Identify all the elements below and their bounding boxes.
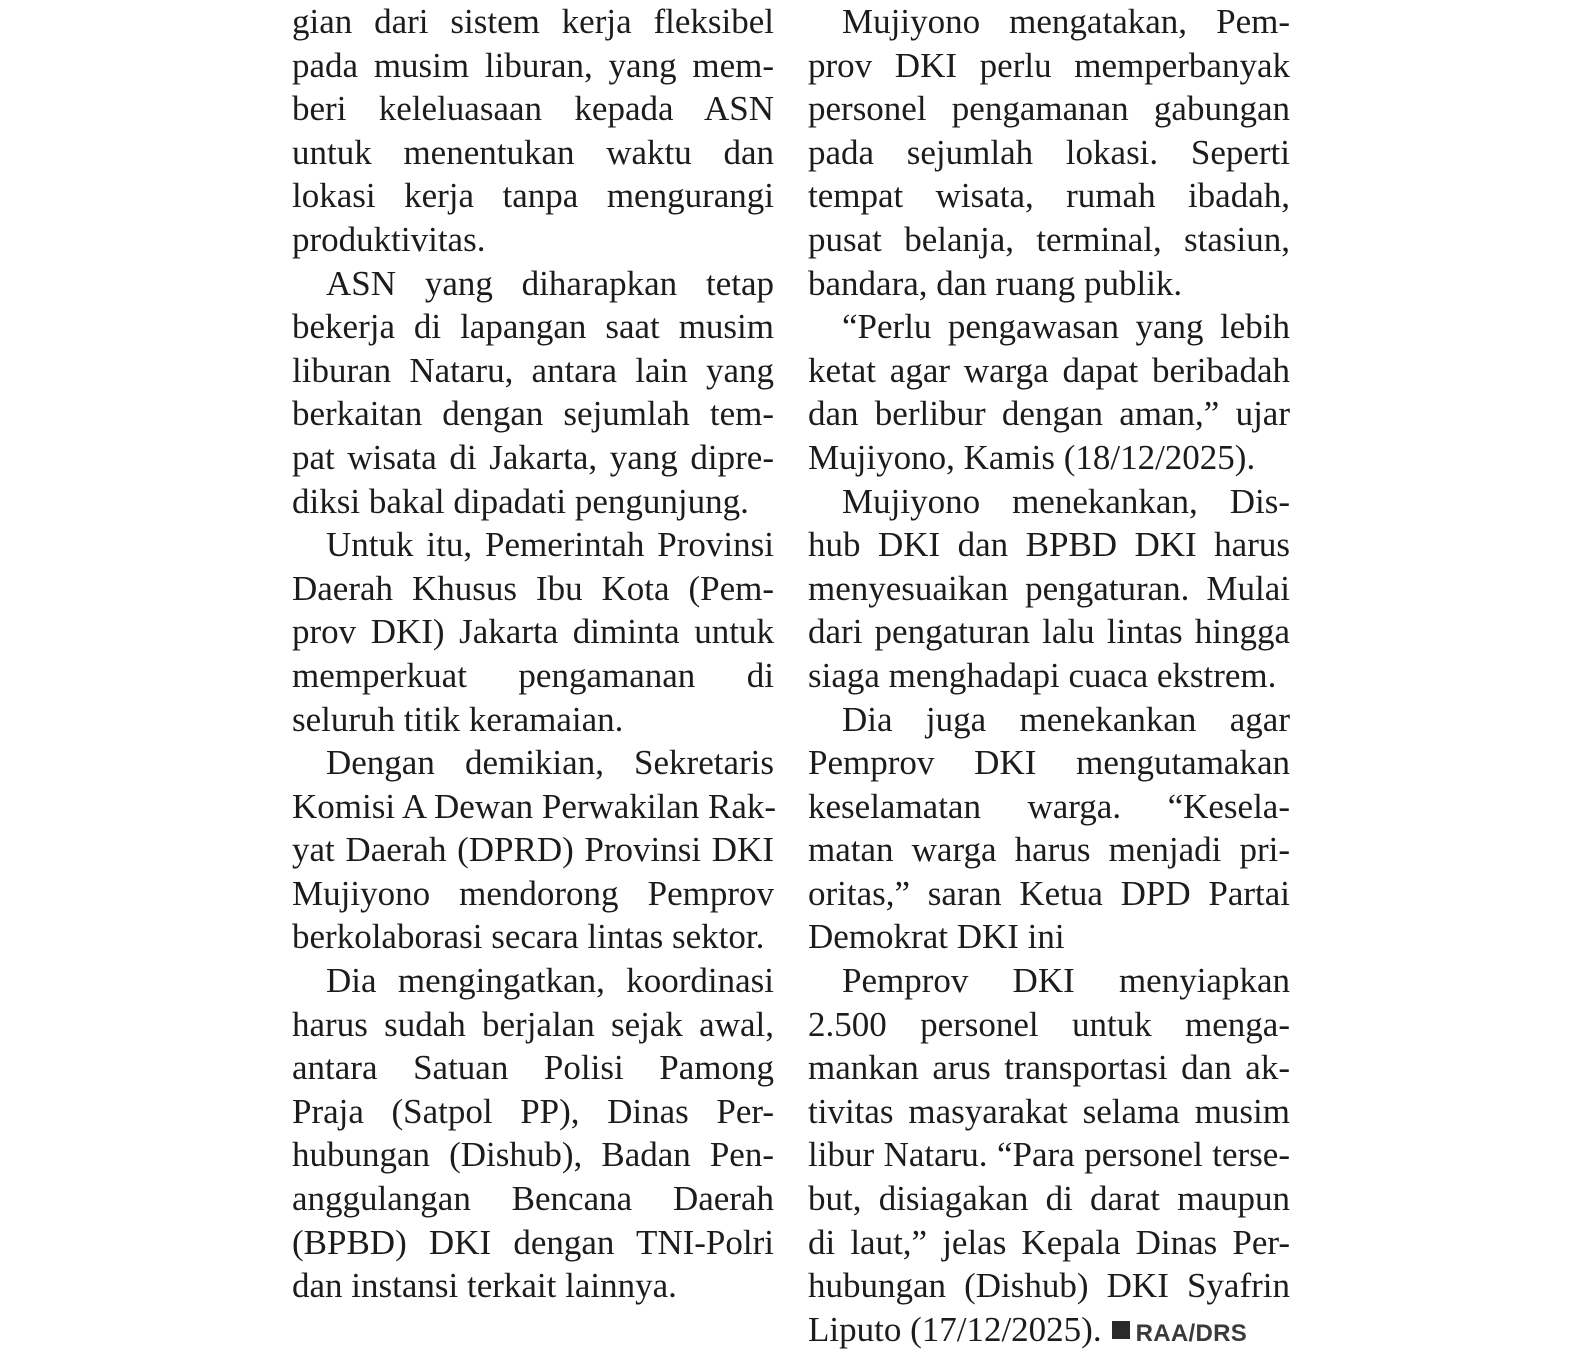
text-line: anggulangan Bencana Daerah — [292, 1179, 774, 1219]
text-line: menyesuaikan pengaturan. Mulai — [808, 568, 1290, 608]
text-line: “Perlu pengawasan yang lebih — [842, 307, 1290, 347]
closing-line — [808, 1308, 1290, 1352]
paragraph-left-2 — [292, 262, 774, 524]
text-line: beri keleluasaan kepada ASN — [292, 89, 774, 129]
paragraph-right-2 — [808, 305, 1290, 479]
text-line: Dengan demikian, Sekretaris — [326, 743, 774, 783]
text-line: produktivitas. — [292, 219, 486, 259]
text-line: (BPBD) DKI dengan TNI-Polri — [292, 1222, 774, 1262]
text-line: pusat belanja, terminal, stasiun, — [808, 219, 1290, 259]
text-line: hub DKI dan BPBD DKI harus — [808, 525, 1290, 565]
paragraph-right-4 — [808, 698, 1290, 960]
text-line: dan instansi terkait lainnya. — [292, 1266, 677, 1306]
text-line: libur Nataru. “Para personel terse- — [808, 1135, 1290, 1175]
text-line: di laut,” jelas Kepala Dinas Per- — [808, 1222, 1290, 1262]
text-line: Komisi A Dewan Perwakilan Rak- — [292, 786, 777, 826]
article-right-column — [808, 0, 1290, 1351]
text-line: Dia juga menekankan agar — [842, 699, 1290, 739]
text-line: diksi bakal dipadati pengunjung. — [292, 481, 749, 521]
text-line: Dia mengingatkan, koordinasi — [326, 961, 774, 1001]
text-line: mankan arus transportasi dan ak- — [808, 1048, 1290, 1088]
text-line: prov DKI perlu memperbanyak — [808, 45, 1290, 85]
article-left-column — [292, 0, 777, 1308]
end-mark-square-icon — [1112, 1321, 1130, 1339]
paragraph-left-4 — [292, 741, 777, 959]
paragraph-right-3 — [808, 480, 1290, 698]
text-line: yat Daerah (DPRD) Provinsi DKI — [292, 830, 774, 870]
paragraph-right-5 — [808, 959, 1290, 1351]
text-line: dan berlibur dengan aman,” ujar — [808, 394, 1290, 434]
text-line: matan warga harus menjadi pri- — [808, 830, 1290, 870]
author-byline: RAA/DRS — [1135, 1319, 1248, 1347]
text-line: bandara, dan ruang publik. — [808, 263, 1183, 303]
text-line: untuk menentukan waktu dan — [292, 132, 774, 172]
text-line: Mujiyono, Kamis (18/12/2025). — [808, 437, 1256, 477]
text-line: but, disiagakan di darat maupun — [808, 1179, 1290, 1219]
text-line: ketat agar warga dapat beribadah — [808, 350, 1290, 390]
paragraph-left-3 — [292, 523, 774, 741]
text-line: pat wisata di Jakarta, yang dipre- — [292, 437, 774, 477]
text-line: tempat wisata, rumah ibadah, — [808, 176, 1290, 216]
closing-text: Liputo (17/12/2025). — [808, 1309, 1102, 1349]
text-line: Mujiyono mendorong Pemprov — [292, 873, 774, 913]
text-line: ASN yang diharapkan tetap — [326, 263, 774, 303]
text-line: harus sudah berjalan sejak awal, — [292, 1004, 774, 1044]
text-line: Daerah Khusus Ibu Kota (Pem- — [292, 568, 774, 608]
text-line: bekerja di lapangan saat musim — [292, 307, 774, 347]
text-line: dari pengaturan lalu lintas hingga — [808, 612, 1290, 652]
text-line: Demokrat DKI ini — [808, 917, 1065, 957]
text-line: siaga menghadapi cuaca ekstrem. — [808, 655, 1277, 695]
text-line: Pemprov DKI menyiapkan — [842, 961, 1290, 1001]
text-line: liburan Nataru, antara lain yang — [292, 350, 774, 390]
text-line: antara Satuan Polisi Pamong — [292, 1048, 774, 1088]
paragraph-left-5 — [292, 959, 774, 1308]
text-line: berkolaborasi secara lintas sektor. — [292, 917, 765, 957]
text-line: pada sejumlah lokasi. Seperti — [808, 132, 1290, 172]
text-line: Untuk itu, Pemerintah Provinsi — [326, 525, 774, 565]
text-line: keselamatan warga. “Kesela- — [808, 786, 1290, 826]
text-line: prov DKI) Jakarta diminta untuk — [292, 612, 774, 652]
text-line: Praja (Satpol PP), Dinas Per- — [292, 1091, 774, 1131]
text-line: berkaitan dengan sejumlah tem- — [292, 394, 774, 434]
text-line: hubungan (Dishub), Badan Pen- — [292, 1135, 774, 1175]
text-line: Mujiyono mengatakan, Pem- — [842, 2, 1290, 41]
text-line: 2.500 personel untuk menga- — [808, 1004, 1290, 1044]
text-line: Pemprov DKI mengutamakan — [808, 743, 1290, 783]
paragraph-left-1 — [292, 0, 774, 262]
text-line: tivitas masyarakat selama musim — [808, 1091, 1290, 1131]
text-line: Mujiyono menekankan, Dis- — [842, 481, 1290, 521]
text-line: lokasi kerja tanpa mengurangi — [292, 176, 774, 216]
text-line: oritas,” saran Ketua DPD Partai — [808, 873, 1290, 913]
text-line: hubungan (Dishub) DKI Syafrin — [808, 1266, 1290, 1306]
paragraph-right-1 — [808, 0, 1290, 305]
text-line: seluruh titik keramaian. — [292, 699, 624, 739]
text-line: pada musim liburan, yang mem- — [292, 45, 774, 85]
text-line: gian dari sistem kerja fleksibel — [292, 2, 774, 41]
text-line: personel pengamanan gabungan — [808, 89, 1290, 129]
text-line: memperkuat pengamanan di — [292, 655, 774, 695]
